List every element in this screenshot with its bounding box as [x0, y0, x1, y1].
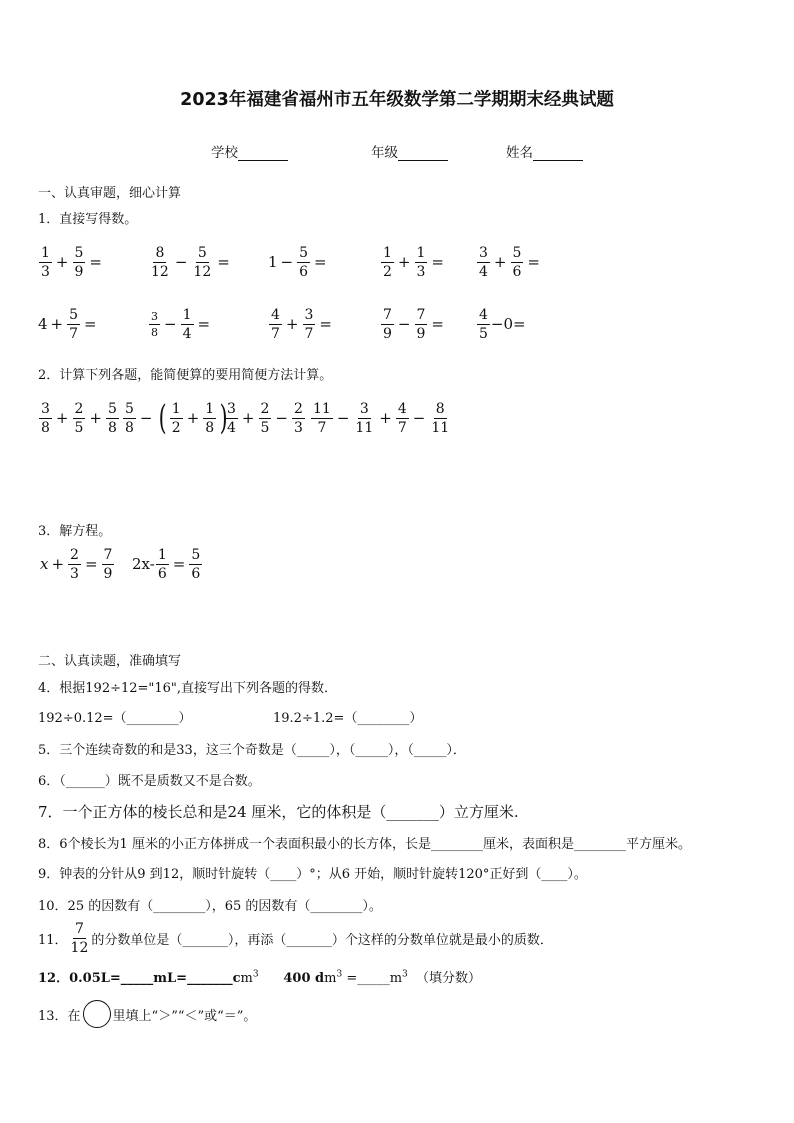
- q12-part-c: =_____: [342, 971, 390, 986]
- school-field[interactable]: [211, 141, 288, 161]
- numerator: 5: [74, 244, 84, 261]
- numerator: 5: [108, 400, 117, 417]
- denominator: 9: [383, 325, 392, 342]
- equals-sign: =: [197, 315, 211, 333]
- q12-sup-2: 3: [336, 969, 343, 980]
- numerator: 8: [435, 400, 445, 417]
- numerator: 3: [41, 400, 50, 417]
- fraction: [381, 246, 394, 279]
- question-8: 8．6个棱长为1 厘米的小正方体拼成一个表面积最小的长方体，长是________厘米，表面积是________平方厘米。: [38, 837, 691, 852]
- denominator: 8: [41, 419, 50, 436]
- operator: +: [51, 555, 65, 573]
- numerator: 11: [313, 400, 331, 417]
- question-6: 6．（______）既不是质数又不是合数。: [38, 774, 261, 789]
- q12-sup-1: 3: [252, 969, 259, 980]
- fraction: [68, 548, 81, 581]
- q12-unit-1: m: [240, 971, 253, 986]
- numerator: 7: [383, 306, 392, 323]
- equals-sign: =: [319, 315, 332, 333]
- expression: [38, 398, 120, 438]
- equals-sign: =: [84, 555, 98, 573]
- denominator: 3: [294, 419, 303, 436]
- question-1: 1．直接写得数。: [38, 212, 138, 227]
- denominator: 6: [299, 263, 309, 280]
- fraction: [67, 308, 80, 341]
- equation: [40, 544, 115, 584]
- question-7: 7．一个正方体的棱长总和是24 厘米，它的体积是（_______）立方厘米.: [38, 803, 519, 821]
- fraction: [477, 308, 490, 341]
- operator: +: [89, 409, 102, 427]
- expression: [476, 304, 526, 344]
- operator: −: [139, 409, 153, 427]
- equals-sign: =: [217, 253, 230, 271]
- fraction: [170, 402, 183, 435]
- fraction: [39, 402, 52, 435]
- operator: +: [55, 253, 69, 271]
- operator: −: [174, 253, 188, 271]
- numerator: 1: [41, 244, 50, 261]
- equals-sign: =: [84, 315, 97, 333]
- fraction: [73, 402, 86, 435]
- question-12: [38, 967, 481, 986]
- numerator: 5: [197, 244, 207, 261]
- denominator: 8: [151, 325, 158, 339]
- numerator: 2: [260, 400, 270, 417]
- expression: [148, 304, 213, 344]
- operator: +: [241, 409, 255, 427]
- school-label: 学校: [211, 145, 238, 161]
- numerator: 1: [171, 400, 181, 417]
- question-13: [38, 999, 256, 1029]
- q11-numerator: 7: [75, 920, 84, 937]
- tail: −0=: [490, 315, 526, 333]
- denominator: 7: [317, 419, 327, 436]
- fraction: [123, 402, 136, 435]
- q11-denominator: 12: [70, 939, 89, 956]
- denominator: 6: [191, 565, 201, 582]
- q12-part-b: 400 d: [283, 971, 325, 986]
- denominator: 8: [205, 419, 215, 436]
- operator: +: [285, 315, 299, 333]
- denominator: 8: [108, 419, 117, 436]
- numerator: 2: [74, 400, 84, 417]
- expression: [38, 304, 100, 344]
- operator: −: [164, 315, 177, 333]
- fraction: [181, 308, 194, 341]
- name-field[interactable]: [506, 141, 583, 161]
- fraction: [269, 308, 282, 341]
- fraction: [297, 246, 310, 279]
- q12-unit-3: m: [389, 971, 403, 986]
- denominator: 3: [41, 263, 50, 280]
- numerator: 1: [182, 306, 192, 323]
- fraction: [396, 402, 409, 435]
- fraction: [415, 308, 428, 341]
- denominator: 8: [125, 419, 134, 436]
- lead-term: 2x-: [132, 555, 155, 573]
- denominator: 7: [69, 325, 79, 342]
- numerator: 5: [191, 546, 201, 563]
- denominator: 4: [227, 419, 236, 436]
- numerator: 3: [227, 400, 236, 417]
- page-title: 2023年福建省福州市五年级数学第二学期期末经典试题: [180, 90, 614, 110]
- grade-label: 年级: [371, 145, 398, 161]
- left-paren: (: [158, 398, 167, 438]
- name-blank[interactable]: [533, 146, 583, 161]
- fraction: [225, 402, 238, 435]
- question-11: [38, 918, 553, 958]
- numerator: 5: [69, 306, 79, 323]
- whole-number: 1: [268, 253, 278, 271]
- compare-circle[interactable]: [83, 1000, 111, 1028]
- operator: +: [50, 315, 64, 333]
- operator: +: [397, 253, 411, 271]
- fraction: [292, 402, 305, 435]
- numerator: 7: [416, 306, 426, 323]
- q12-unit-2: m: [324, 971, 337, 986]
- numerator: 4: [479, 306, 488, 323]
- denominator: 12: [151, 263, 169, 280]
- numerator: 1: [416, 244, 426, 261]
- denominator: 6: [512, 263, 522, 280]
- denominator: 4: [479, 263, 488, 280]
- denominator: 7: [304, 325, 314, 342]
- operator: −: [412, 409, 426, 427]
- equals-sign: =: [431, 253, 444, 271]
- numerator: 7: [103, 546, 113, 563]
- fraction: [203, 402, 216, 435]
- equals-sign: =: [431, 315, 444, 333]
- denominator: 7: [271, 325, 280, 342]
- denominator: 5: [479, 325, 488, 342]
- denominator: 7: [397, 419, 407, 436]
- question-10: 10．25 的因数有（________），65 的因数有（________）。: [38, 899, 382, 914]
- equation: [132, 544, 203, 584]
- grade-field[interactable]: [371, 141, 448, 161]
- operator: −: [275, 409, 288, 427]
- fraction: [429, 402, 451, 435]
- question-2: 2．计算下列各题，能简便算的要用简便方法计算。: [38, 368, 333, 383]
- fraction: [415, 246, 428, 279]
- section2-heading: 二、认真读题，准确填写: [38, 654, 182, 669]
- q11-prefix: 11．: [38, 932, 68, 948]
- expression: [122, 398, 230, 438]
- denominator: 5: [260, 419, 270, 436]
- denominator: 6: [157, 565, 167, 582]
- fraction: [73, 246, 86, 279]
- operator: −: [397, 315, 411, 333]
- fraction: [106, 402, 119, 435]
- q12-part-d: （填分数）: [416, 971, 482, 986]
- numerator: 2: [70, 546, 79, 563]
- equals-sign: =: [89, 253, 102, 271]
- question-5: 5．三个连续奇数的和是33，这三个奇数是（_____），（_____），（_____）．: [38, 743, 466, 758]
- numerator: 4: [271, 306, 280, 323]
- fraction: [39, 246, 52, 279]
- operator: −: [336, 409, 350, 427]
- equals-sign: =: [172, 555, 186, 573]
- q12-sup-3: 3: [402, 969, 408, 980]
- denominator: 4: [182, 325, 192, 342]
- numerator: 3: [479, 244, 488, 261]
- numerator: 5: [125, 400, 134, 417]
- fraction: [156, 548, 169, 581]
- name-label: 姓名: [506, 145, 533, 161]
- equals-sign: =: [527, 253, 540, 271]
- numerator: 1: [157, 546, 167, 563]
- variable: x: [40, 555, 49, 573]
- numerator: 1: [383, 244, 392, 261]
- fraction: [381, 308, 394, 341]
- denominator: 2: [383, 263, 392, 280]
- q11-suffix: 的分数单位是（_______），再添（_______）个这样的分数单位就是最小的质数．: [91, 932, 553, 948]
- q13-suffix: 里填上“＞”“＜”或“＝”。: [112, 1008, 257, 1024]
- expression: [380, 242, 447, 282]
- expression: [148, 242, 233, 282]
- fraction: [311, 402, 333, 435]
- denominator: 9: [74, 263, 84, 280]
- expression: [476, 242, 543, 282]
- expression: [310, 398, 452, 438]
- q13-prefix: 13．在: [38, 1008, 81, 1024]
- question-4: 4．根据192÷12="16",直接写出下列各题的得数．: [38, 681, 338, 696]
- numerator: 3: [151, 309, 158, 323]
- operator: −: [280, 253, 294, 271]
- operator: +: [186, 409, 200, 427]
- fraction: [511, 246, 524, 279]
- numerator: 5: [512, 244, 522, 261]
- whole-number: 4: [38, 315, 48, 333]
- numerator: 3: [359, 400, 369, 417]
- numerator: 2: [294, 400, 303, 417]
- numerator: 4: [397, 400, 407, 417]
- denominator: 2: [171, 419, 181, 436]
- section1-heading: 一、认真审题，细心计算: [38, 186, 182, 201]
- denominator: 12: [193, 263, 212, 280]
- question-3: 3．解方程。: [38, 524, 112, 539]
- right-paren: ): [219, 398, 228, 438]
- numerator: 3: [304, 306, 314, 323]
- fraction: [353, 402, 375, 435]
- equals-sign: =: [314, 253, 327, 271]
- numerator: 8: [155, 244, 165, 261]
- fraction: [102, 548, 115, 581]
- numerator: 1: [205, 400, 215, 417]
- grade-blank[interactable]: [398, 146, 448, 161]
- school-blank[interactable]: [238, 146, 288, 161]
- denominator: 5: [74, 419, 84, 436]
- fraction: [303, 308, 316, 341]
- expression: [38, 242, 105, 282]
- question-4a: 192÷0.12=（________）: [38, 711, 192, 726]
- expression: [268, 304, 335, 344]
- fraction: [189, 548, 202, 581]
- fraction: [149, 246, 171, 279]
- question-4b: 19.2÷1.2=（________）: [273, 711, 423, 726]
- fraction: [259, 402, 272, 435]
- denominator: 3: [70, 565, 79, 582]
- operator: +: [379, 409, 392, 427]
- expression: [380, 304, 447, 344]
- denominator: 11: [355, 419, 374, 436]
- denominator: 9: [416, 325, 426, 342]
- q12-part-a: 12．0.05L=_____mL=_______c: [38, 971, 241, 986]
- denominator: 3: [416, 263, 426, 280]
- q11-fraction: [69, 922, 91, 955]
- operator: +: [493, 253, 507, 271]
- question-9: 9．钟表的分针从9 到12，顺时针旋转（____）°；从6 开始，顺时针旋转120°正好到（____）。: [38, 867, 587, 882]
- numerator: 5: [299, 244, 309, 261]
- expression: [224, 398, 306, 438]
- fraction: [191, 246, 213, 279]
- denominator: 9: [103, 565, 113, 582]
- denominator: 11: [431, 419, 450, 436]
- fraction: [149, 311, 160, 338]
- expression: [268, 242, 330, 282]
- operator: +: [55, 409, 69, 427]
- fraction: [477, 246, 490, 279]
